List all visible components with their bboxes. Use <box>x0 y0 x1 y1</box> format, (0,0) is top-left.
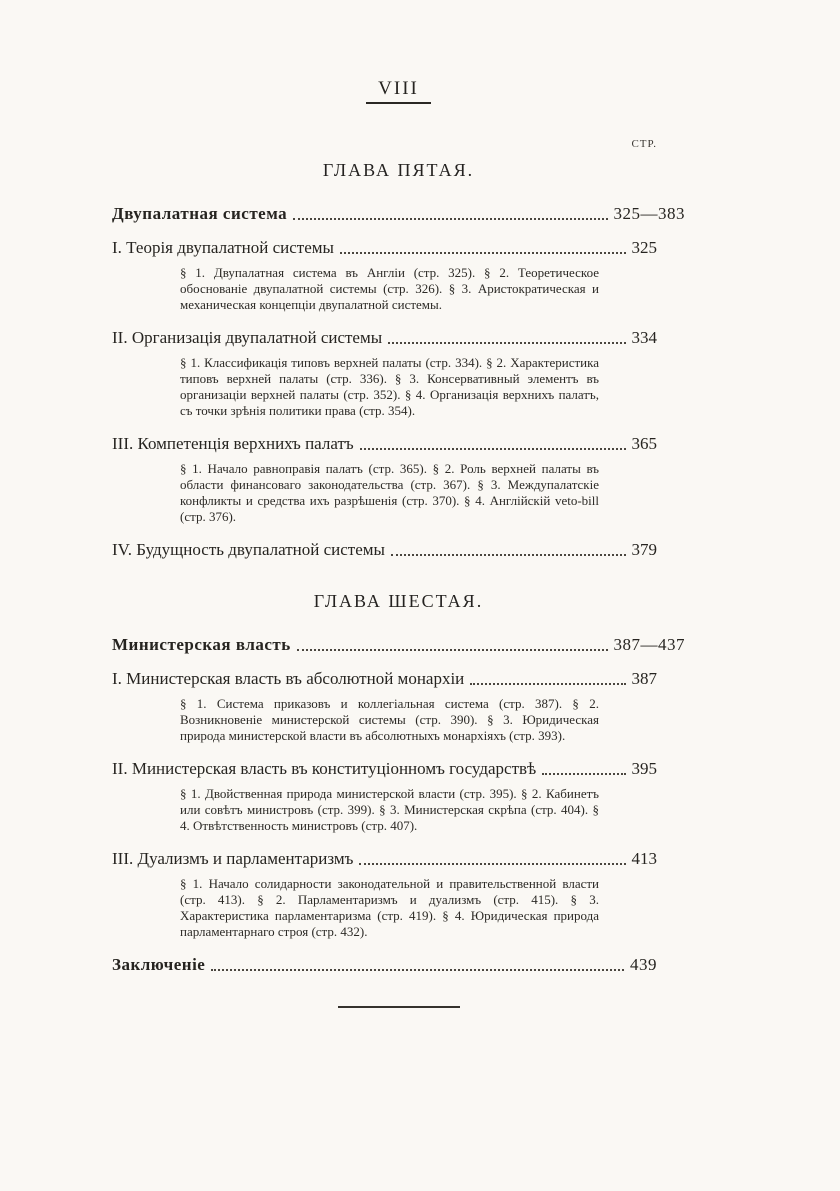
entry-detail: § 1. Начало равноправія палатъ (стр. 365). § 2. Роль верхней палаты въ области финансоваго законодательства (стр. 367). § 3. Междупалатскіе конфликты и средства ихъ разрѣшенія (стр. 370). § 4. Англійскій veto-bill (стр. 376). <box>180 461 599 524</box>
toc-entry <box>112 848 685 870</box>
dot-leader <box>360 448 626 450</box>
entry-detail: § 1. Начало солидарности законодательной и правительственной власти (стр. 413). § 2. Парламентаризмъ и дуализмъ (стр. 415). § 3. Характеристика парламентаризма (стр. 419). § 4. Юридическая природа парламентарнаго строя (стр. 432). <box>180 876 599 939</box>
entry-page: 379 <box>631 540 657 559</box>
dot-leader <box>470 683 625 685</box>
entry-title: III. Дуализмъ и парламентаризмъ <box>112 849 354 868</box>
entry-page: 334 <box>631 328 657 347</box>
entry-page: 439 <box>630 955 657 974</box>
toc-entry <box>112 433 685 455</box>
entry-title: Заключеніе <box>112 955 206 974</box>
toc-entry <box>112 237 685 259</box>
entry-title: I. Теорія двупалатной системы <box>112 238 334 257</box>
entry-page: 365 <box>631 434 657 453</box>
entry-title: II. Министерская власть въ конституціонномъ государствѣ <box>112 759 537 778</box>
entry-page: 413 <box>631 849 657 868</box>
dot-leader <box>388 342 625 344</box>
entry-detail: § 1. Двойственная природа министерской власти (стр. 395). § 2. Кабинетъ или совѣтъ министровъ (стр. 399). § 3. Министерская скрѣпа (стр. 404). § 4. Отвѣтственность министровъ (стр. 407). <box>180 786 599 833</box>
entry-page-range: 387—437 <box>613 635 685 654</box>
dot-leader <box>359 863 625 865</box>
entry-title: Двупалатная система <box>112 204 288 223</box>
dot-leader <box>297 649 608 651</box>
entry-page-range: 325—383 <box>613 204 685 223</box>
entry-title: I. Министерская власть въ абсолютной монархіи <box>112 669 465 688</box>
dot-leader <box>340 252 626 254</box>
dot-leader <box>391 554 626 556</box>
entry-page: 387 <box>631 669 657 688</box>
entry-detail: § 1. Двупалатная система въ Англіи (стр. 325). § 2. Теоретическое обоснованіе двупалатной системы (стр. 326). § 3. Аристократическая и механическая концепціи двупалатной системы. <box>180 265 599 312</box>
toc-entry <box>112 758 685 780</box>
entry-detail: § 1. Классификація типовъ верхней палаты (стр. 334). § 2. Характеристика типовъ верхней палаты (стр. 336). § 3. Консервативный элементъ въ организаціи верхней палаты (стр. 352). § 4. Организація верхнихъ палатъ, съ точки зрѣнія политики права (стр. 354). <box>180 355 599 418</box>
entry-title: II. Организація двупалатной системы <box>112 328 383 347</box>
entry-title: Министерская власть <box>112 635 291 654</box>
toc-entry <box>112 668 685 690</box>
dot-leader <box>542 773 625 775</box>
toc-entry-main <box>112 203 685 225</box>
chapter-heading: ГЛАВА ПЯТАЯ. <box>322 160 475 180</box>
dot-leader <box>293 218 607 220</box>
folio <box>112 78 685 104</box>
entry-title: III. Компетенція верхнихъ палатъ <box>112 434 354 453</box>
toc-entry <box>112 539 685 561</box>
entry-detail: § 1. Система приказовъ и коллегіальная система (стр. 387). § 2. Возникновеніе министерской системы (стр. 390). § 3. Юридическая природа министерской власти въ абсолютныхъ монархіяхъ (стр. 393). <box>180 696 599 743</box>
page-number: VIII <box>366 78 431 104</box>
toc-entry-closing <box>112 954 685 976</box>
chapter-heading: ГЛАВА ШЕСТАЯ. <box>313 591 484 611</box>
bottom-rule <box>338 1006 460 1008</box>
entry-title: IV. Будущность двупалатной системы <box>112 540 385 559</box>
entry-page: 395 <box>631 759 657 778</box>
toc-entry-main <box>112 634 685 656</box>
toc-entry <box>112 327 685 349</box>
page-column-header: СТР. <box>631 138 657 150</box>
dot-leader <box>211 969 624 971</box>
entry-page: 325 <box>631 238 657 257</box>
